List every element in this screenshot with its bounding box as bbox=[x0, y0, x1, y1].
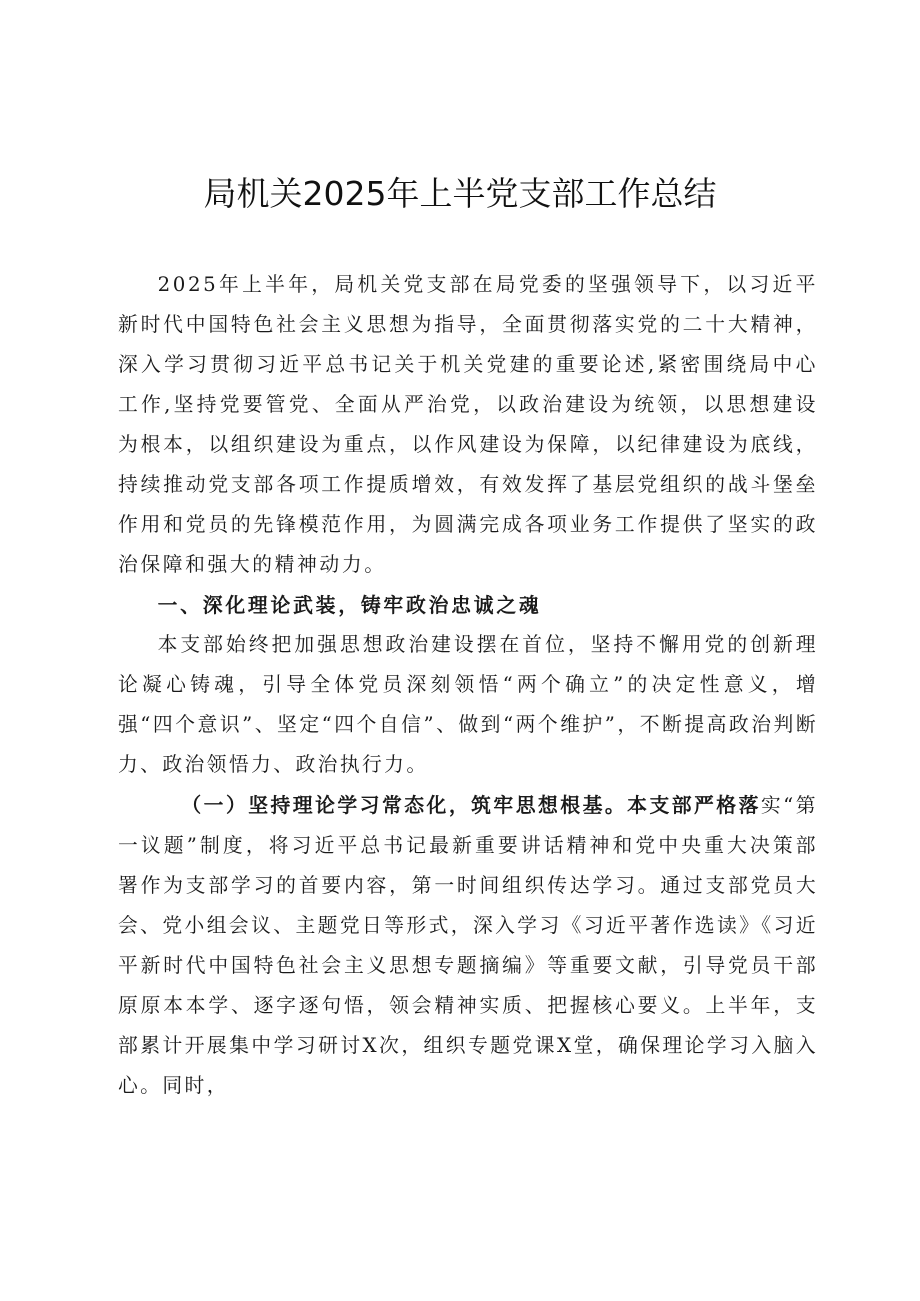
document-body bbox=[118, 265, 818, 1106]
section-heading: 一、深化理论武装，铸牢政治忠诚之魂 bbox=[157, 593, 542, 617]
intro-paragraph: 2025年上半年，局机关党支部在局党委的坚强领导下，以习近平新时代中国特色社会主义思想为指导，全面贯彻落实党的二十大精神，深入学习贯彻习近平总书记关于机关党建的重要论述,紧密围绕局中心工作,坚持党要管党、全面从严治党，以政治建设为统领，以思想建设为根本，以组织建设为重点，以作风建设为保障，以纪律建设为底线，持续推动党支部各项工作提质增效，有效发挥了基层党组织的战斗堡垒作用和党员的先锋模范作用，为圆满完成各项业务工作提供了坚实的政治保障和强大的精神动力。 bbox=[118, 273, 818, 576]
subsection-lead: （一）坚持理论学习常态化，筑牢思想根基。本支部严格落 bbox=[181, 793, 761, 817]
section-paragraph: 本支部始终把加强思想政治建设摆在首位，坚持不懈用党的创新理论凝心铸魂，引导全体党员深刻领悟“两个确立”的决定性意义，增强“四个意识”、坚定“四个自信”、做到“两个维护”，不断提高政治判断力、政治领悟力、政治执行力。 bbox=[118, 633, 818, 776]
subsection-paragraph bbox=[118, 785, 818, 1106]
subsection-text: 实“第一议题”制度，将习近平总书记最新重要讲话精神和党中央重大决策部署作为支部学习的首要内容，第一时间组织传达学习。通过支部党员大会、党小组会议、主题党日等形式，深入学习《习近平著作选读》《习近平新时代中国特色社会主义思想专题摘编》等重要文献，引导党员干部原原本本学、逐字逐句悟，领会精神实质、把握核心要义。上半年，支部累计开展集中学习研讨X次，组织专题党课X堂，确保理论学习入脑入心。同时， bbox=[118, 794, 818, 1097]
document-title: 局机关2025年上半党支部工作总结 bbox=[203, 174, 717, 213]
